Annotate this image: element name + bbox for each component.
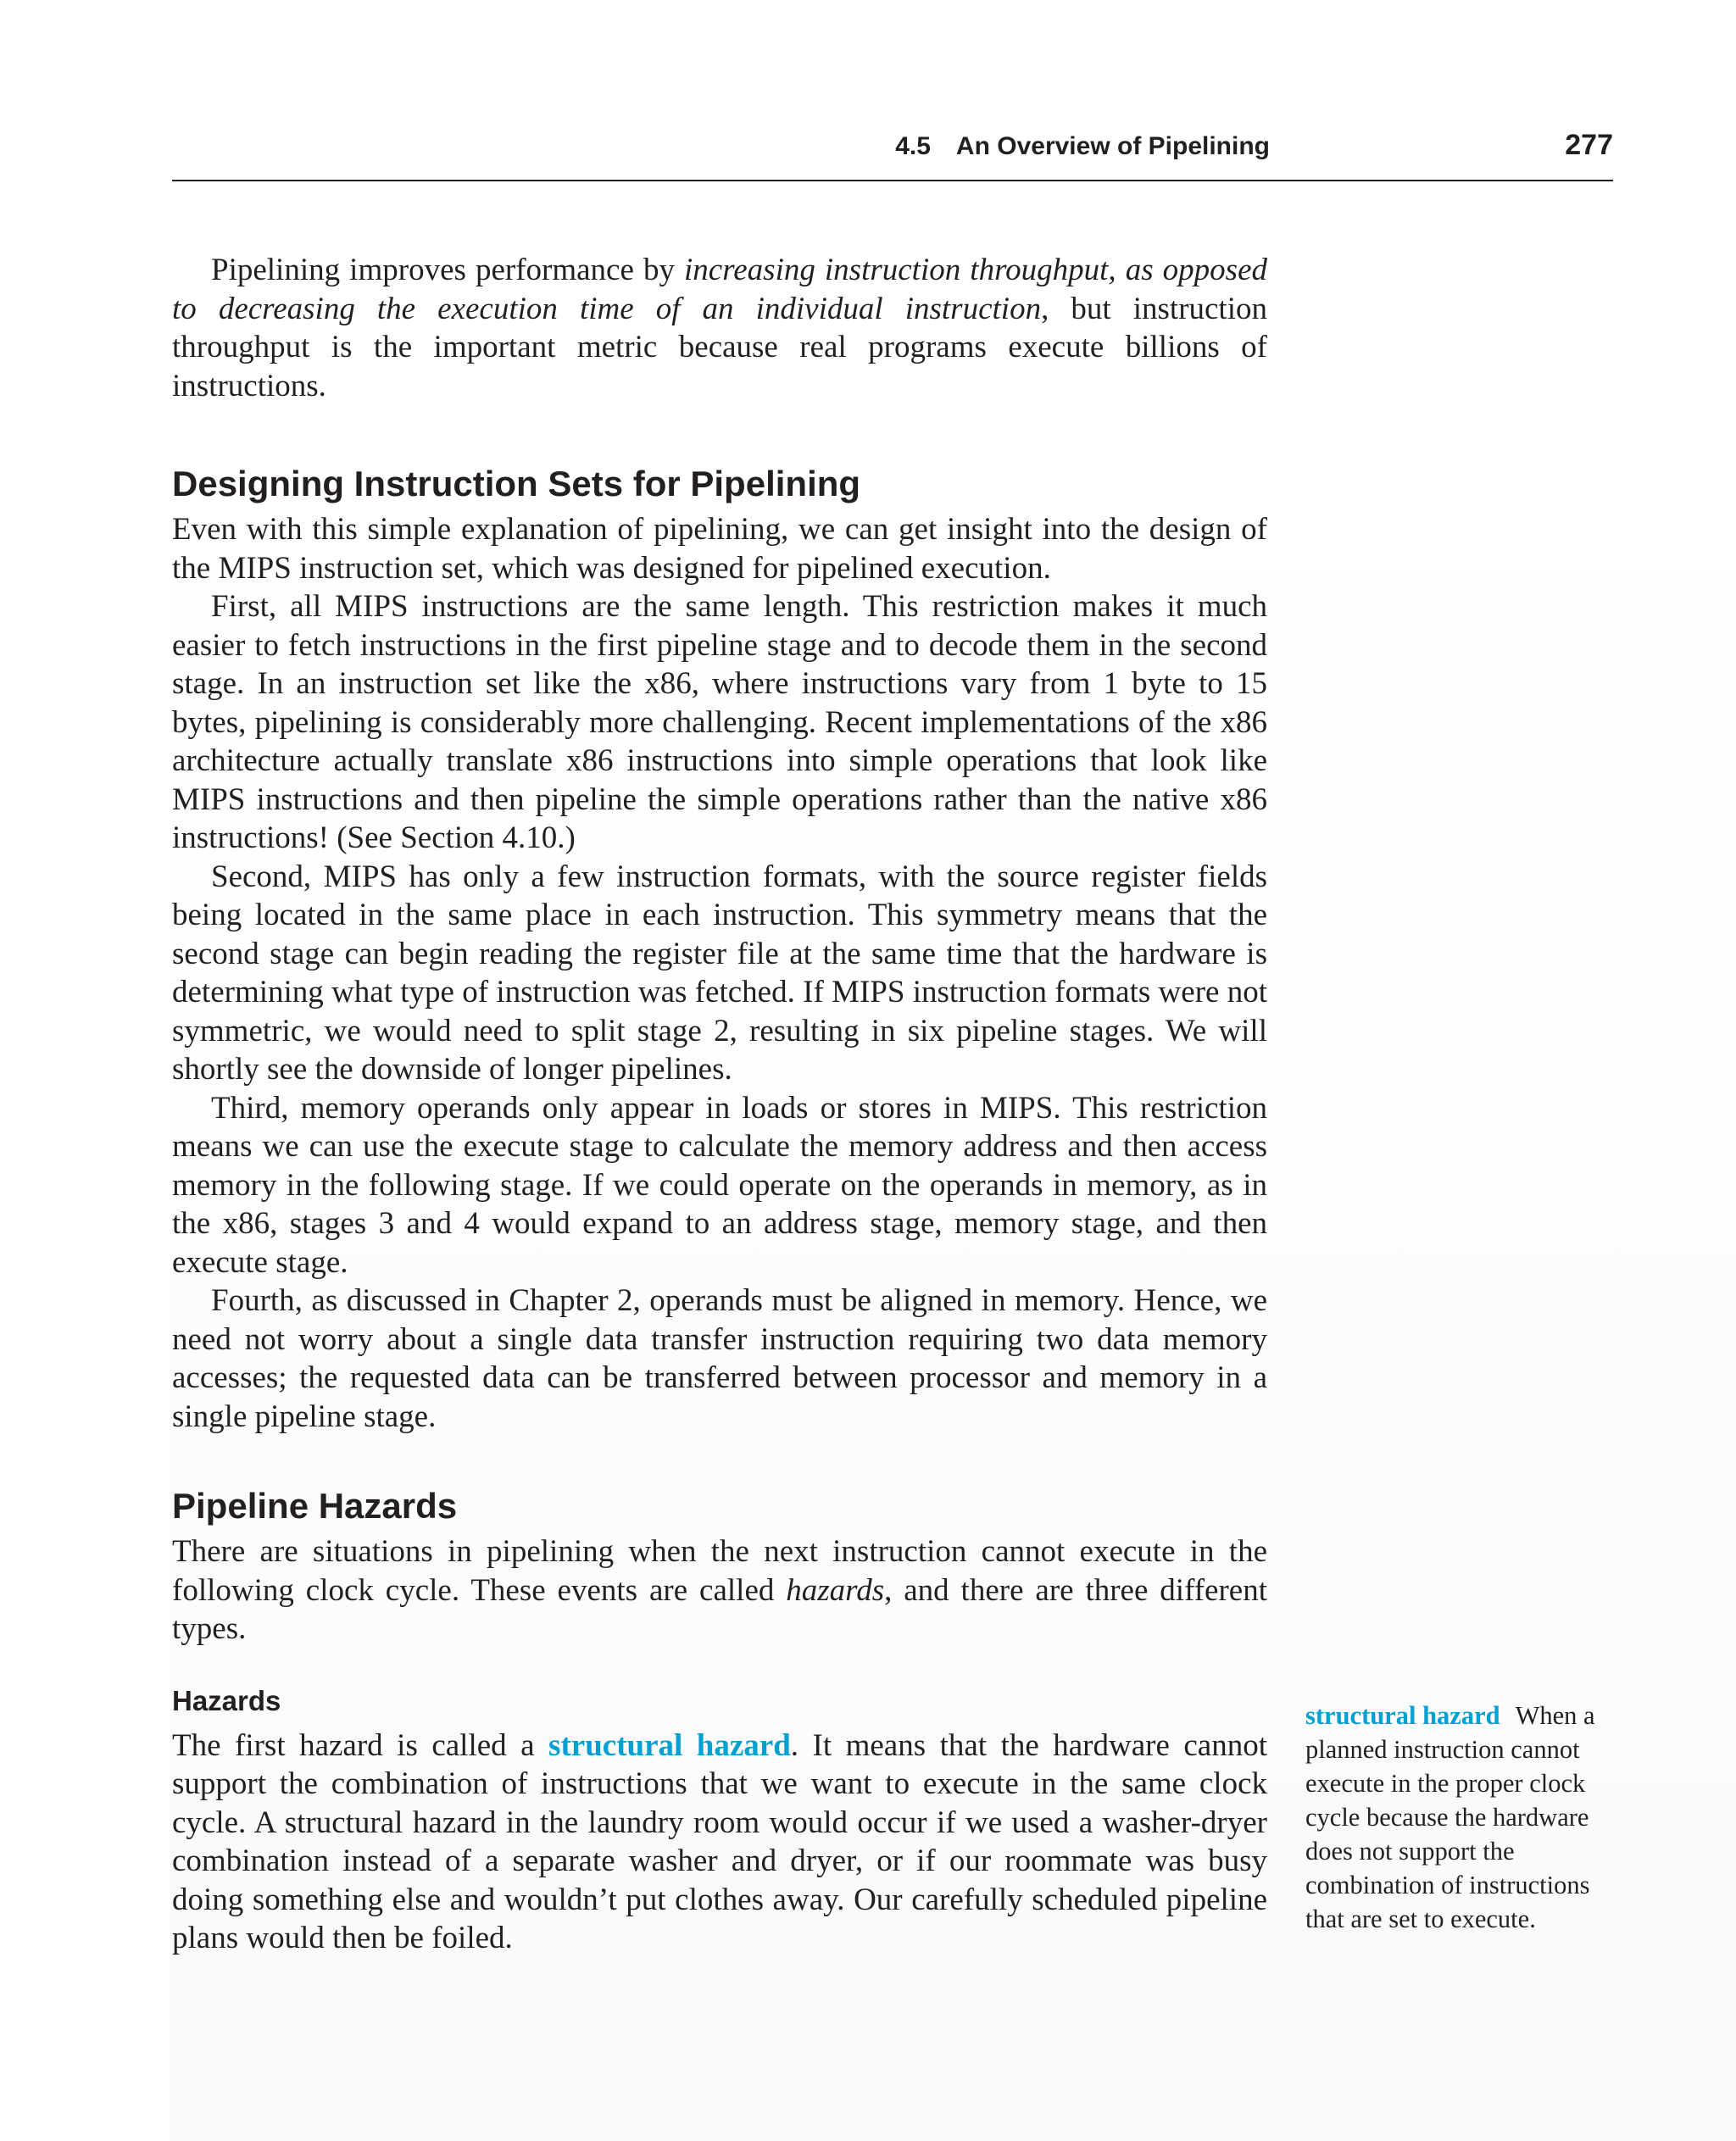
paragraph-fourth: Fourth, as discussed in Chapter 2, operands must be aligned in memory. Hence, we need not worry about a single data transfer instruction requiring two data memory accesses; the requested data can be transferred between processor and memory in a single pipeline stage. bbox=[172, 1283, 1267, 1434]
margin-definition bbox=[1305, 1699, 1615, 1936]
intro-paragraph: Pipelining improves performance by increasing instruction throughput, as opposed to decreasing the execution time of an individual instruction, but instruction throughput is the important metric because real programs execute billions of instructions. bbox=[172, 253, 1267, 403]
paragraph-hazards-intro: There are situations in pipelining when the next instruction cannot execute in the following clock cycle. These events are called hazards, and there are three different types. bbox=[172, 1534, 1267, 1646]
main-text-column bbox=[172, 251, 1267, 1958]
heading-hazards: Hazards bbox=[172, 1684, 281, 1716]
running-head bbox=[172, 127, 1613, 178]
definition-text: When a planned instruction cannot execute in the proper clock cycle because the hardware does not support the combination of instructions that are set to execute. bbox=[1305, 1701, 1595, 1933]
hazards-emphasis: hazards bbox=[786, 1572, 885, 1608]
paragraph-mips-design: Even with this simple explanation of pipelining, we can get insight into the design of the MIPS instruction set, which was designed for pipelined execution. bbox=[172, 512, 1267, 586]
heading-pipeline-hazards: Pipeline Hazards bbox=[172, 1486, 458, 1526]
structural-hazard-term: structural hazard bbox=[548, 1727, 791, 1763]
section-title: An Overview of Pipelining bbox=[955, 132, 1270, 160]
paragraph-second: Second, MIPS has only a few instruction formats, with the source register fields being located in the same place in each instruction. This symmetry means that the second stage can begin reading the register file at the same time that the hardware is determining what type of instruction was fetched. If MIPS instruction formats were not symmetric, we would need to split stage 2, resulting in six pipeline stages. We will shortly see the downside of longer pipelines. bbox=[172, 859, 1267, 1087]
header-rule bbox=[172, 180, 1613, 181]
page-number: 277 bbox=[1565, 129, 1613, 161]
paragraph-structural-hazard: The first hazard is called a structural hazard. It means that the hardware cannot support the combination of instructions that we want to execute in the same clock cycle. A structural hazard in the laundry room would occur if we used a washer-dryer combination instead of a separate washer and dryer, or if our roommate was busy doing something else and wouldn’t put clothes away. Our carefully scheduled pipeline plans would then be foiled. bbox=[172, 1727, 1267, 1955]
paragraph-first: First, all MIPS instructions are the same length. This restriction makes it much easier to fetch instructions in the first pipeline stage and to decode them in the second stage. In an instruction set like the x86, where instructions vary from 1 byte to 15 bytes, pipelining is considerably more challenging. Recent implementations of the x86 architecture actually translate x86 instructions into simple operations that look like MIPS instructions and then pipeline the simple operations rather than the native x86 instructions! (See Section 4.10.) bbox=[172, 589, 1267, 855]
heading-designing-instruction-sets: Designing Instruction Sets for Pipelining bbox=[172, 464, 861, 503]
section-number: 4.5 bbox=[895, 132, 931, 160]
running-head-section bbox=[895, 132, 1270, 161]
paragraph-third: Third, memory operands only appear in loads or stores in MIPS. This restriction means we can use the execute stage to calculate the memory address and then access memory in the following stage. If we could operate on the operands in memory, as in the x86, stages 3 and 4 would expand to an address stage, memory stage, and then execute stage. bbox=[172, 1090, 1267, 1280]
definition-term: structural hazard bbox=[1305, 1701, 1500, 1730]
intro-emphasis: increasing instruction throughput, as opposed to decreasing the execution time of an individual instruction bbox=[172, 253, 1267, 326]
